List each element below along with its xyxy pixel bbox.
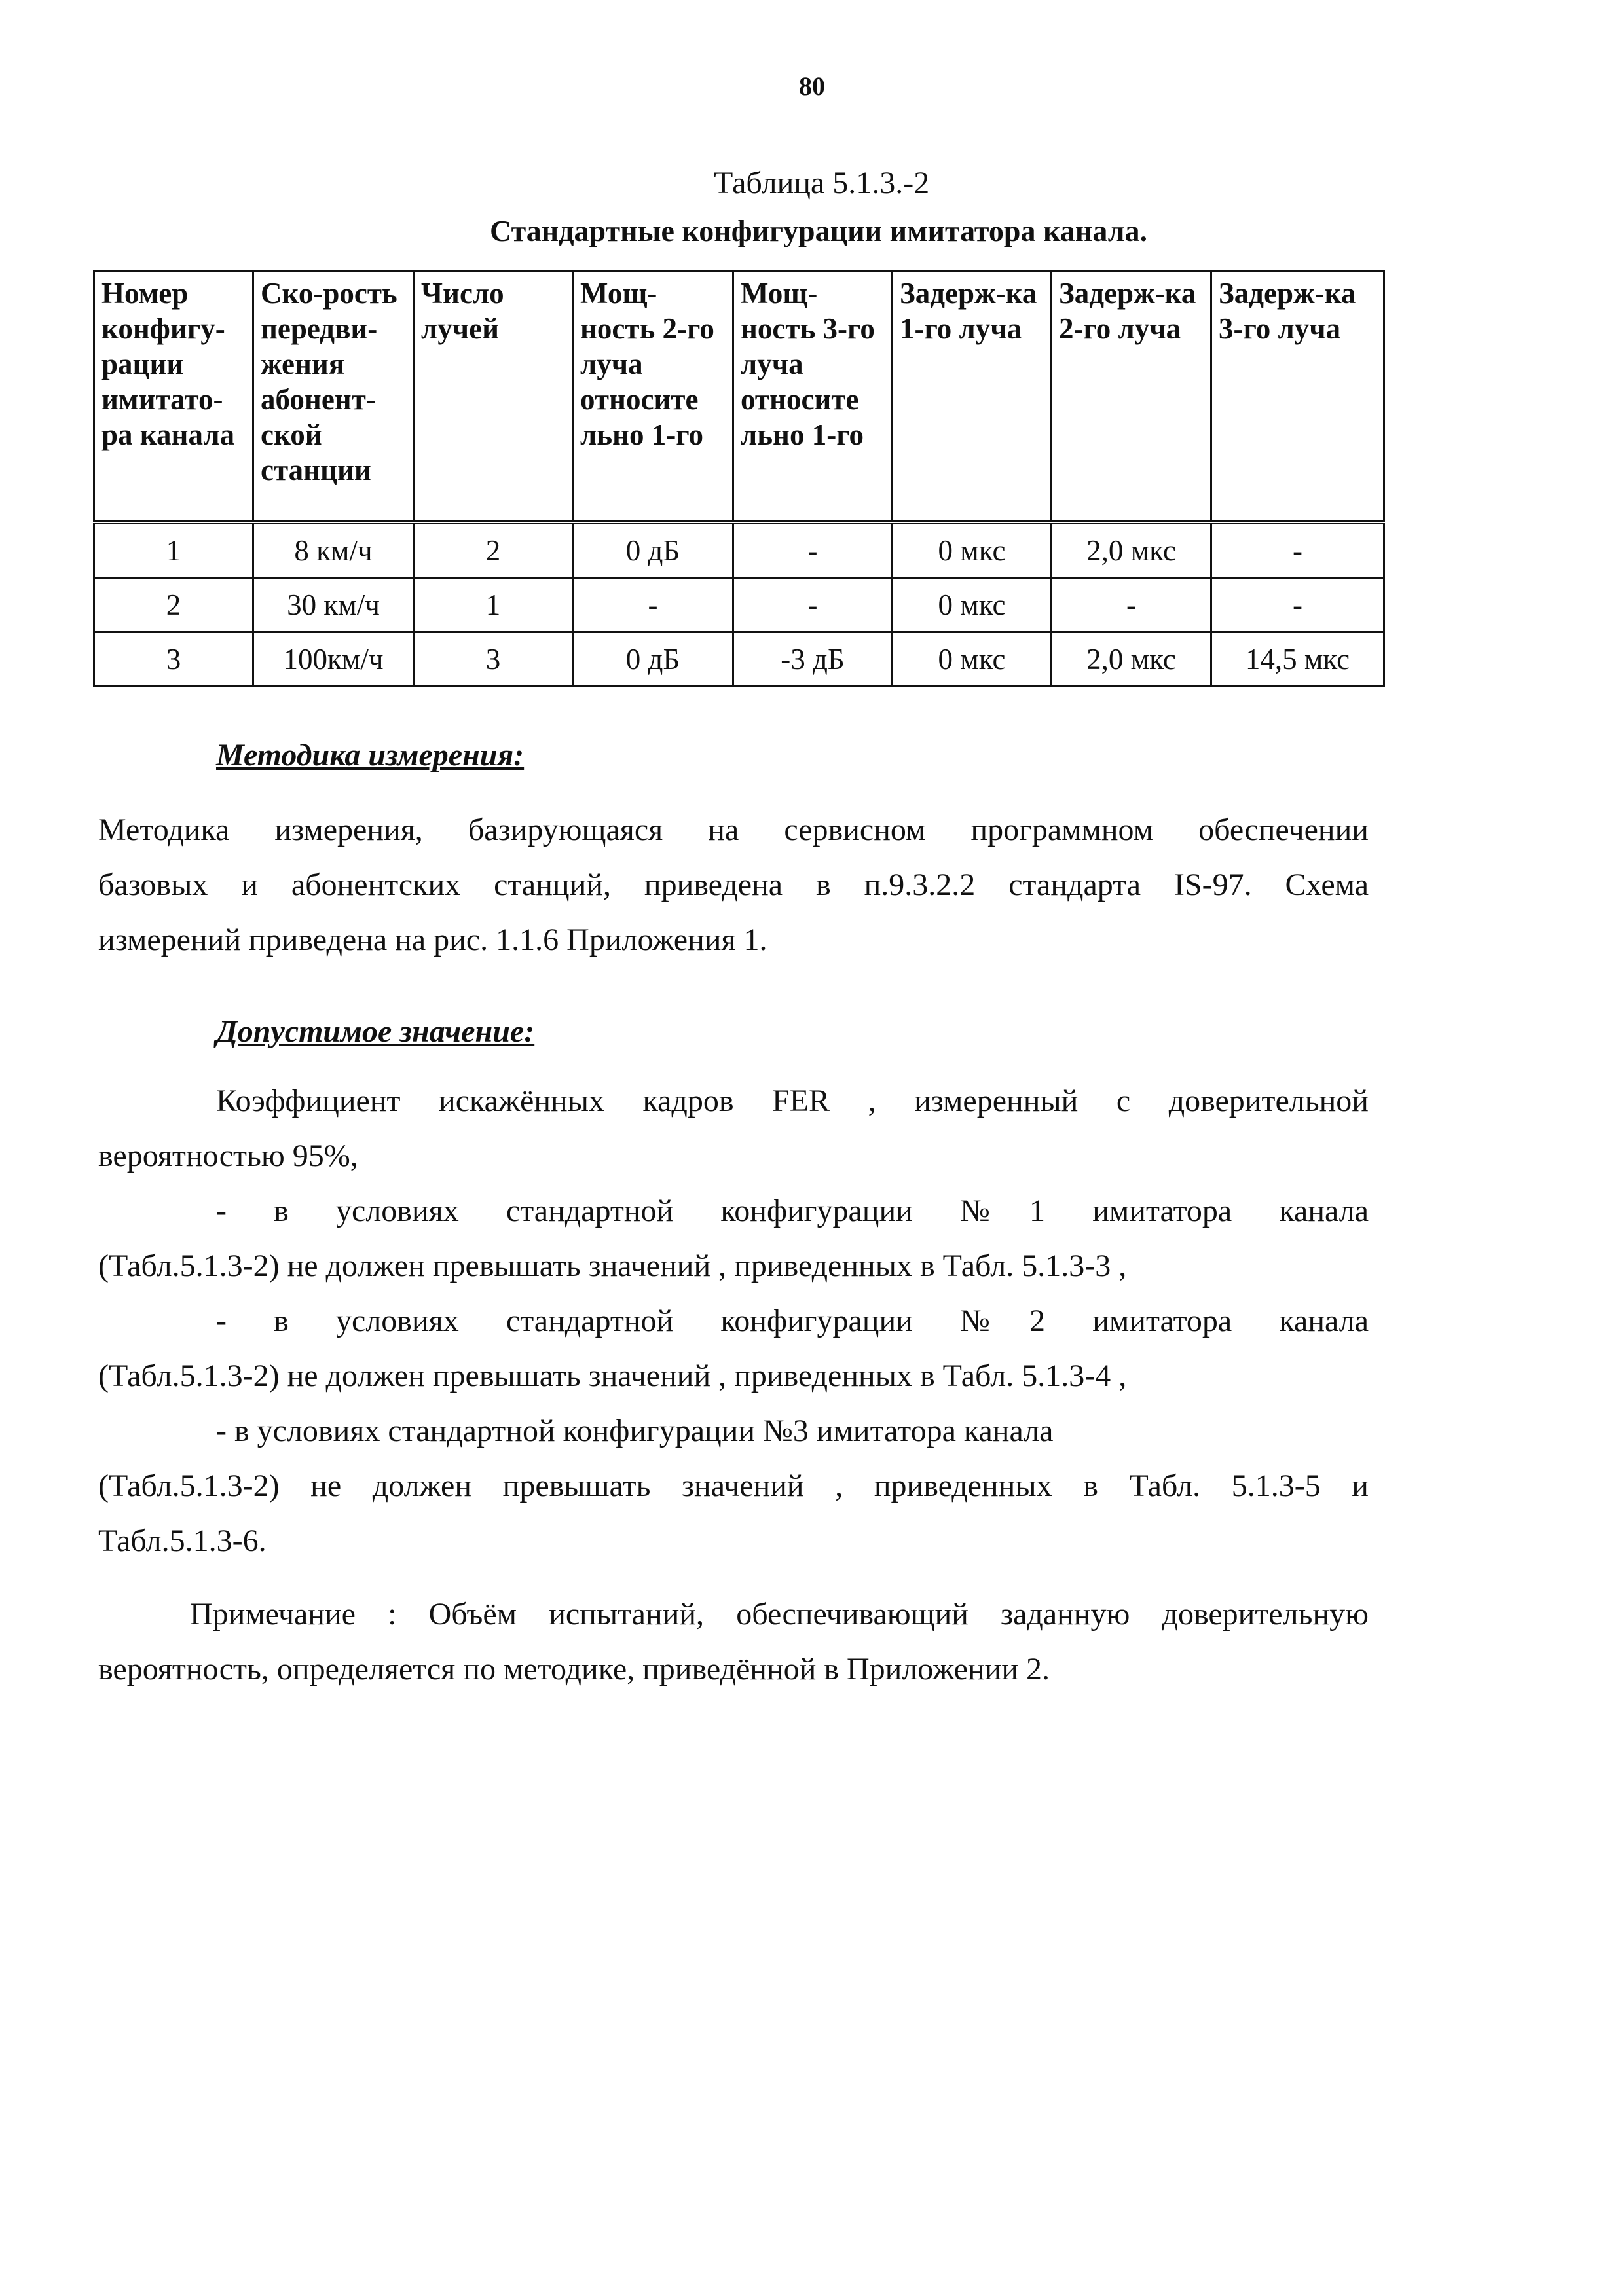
table-cell: 8 км/ч [253, 522, 414, 578]
table-header-cell: Задерж-ка 1-го луча [893, 271, 1052, 523]
table-cell: 100км/ч [253, 632, 414, 687]
table-cell: 0 мкс [893, 578, 1052, 632]
table-label: Таблица 5.1.3.-2 [714, 166, 930, 200]
method-paragraph [98, 803, 1369, 968]
text-line: - в условиях стандартной конфигурации №3 имитатора канала [216, 1413, 1054, 1448]
page-number: 80 [799, 71, 825, 101]
text-line: базовых и абонентских станций, приведена в п.9.3.2.2 стандарта IS-97. Схема [98, 867, 1369, 902]
table-cell: - [733, 578, 893, 632]
table-cell: 0 мкс [893, 632, 1052, 687]
text-line: вероятность, определяется по методике, приведённой в Приложении 2. [98, 1652, 1050, 1686]
table-cell: - [1211, 578, 1384, 632]
text-line: (Табл.5.1.3-2) не должен превышать значений , приведенных в Табл. 5.1.3-4 , [98, 1358, 1127, 1393]
table-cell: - [1211, 522, 1384, 578]
table-cell: 30 км/ч [253, 578, 414, 632]
table-cell: 14,5 мкс [1211, 632, 1384, 687]
text-line: измерений приведена на рис. 1.1.6 Приложения 1. [98, 922, 767, 957]
table-header-cell: Задерж-ка 2-го луча [1052, 271, 1211, 523]
text-line: - в условиях стандартной конфигурации №2 имитатора канала [216, 1303, 1369, 1338]
table-row [94, 522, 1384, 578]
text-line: - в условиях стандартной конфигурации №1 имитатора канала [216, 1194, 1369, 1228]
table-cell: - [573, 578, 733, 632]
table-cell: -3 дБ [733, 632, 893, 687]
note-paragraph [98, 1587, 1369, 1697]
table-cell: 2,0 мкс [1052, 632, 1211, 687]
table-header-cell: Мощ-ность 2-го луча относите льно 1-го [573, 271, 733, 523]
text-line: (Табл.5.1.3-2) не должен превышать значений , приведенных в Табл. 5.1.3-5 и [98, 1468, 1369, 1503]
table-header-cell: Мощ-ность 3-го луча относите льно 1-го [733, 271, 893, 523]
table-cell: - [733, 522, 893, 578]
table-caption: Стандартные конфигурации имитатора канала. [489, 214, 1148, 247]
table-cell: 2 [414, 522, 573, 578]
text-line: Табл.5.1.3-6. [98, 1523, 267, 1558]
table-header-row [94, 271, 1384, 523]
text-line: вероятностью 95%, [98, 1139, 358, 1173]
table-cell: 3 [94, 632, 253, 687]
text-line: Методика измерения, базирующаяся на сервисном программном обеспечении [98, 812, 1369, 847]
table-row [94, 632, 1384, 687]
table-row [94, 578, 1384, 632]
table-header-cell: Ско-рость передви-жения абонент-ской станции [253, 271, 414, 523]
table-header-cell: Число лучей [414, 271, 573, 523]
table-cell: 0 дБ [573, 632, 733, 687]
table-cell: 2 [94, 578, 253, 632]
table-cell: 1 [94, 522, 253, 578]
table-cell: - [1052, 578, 1211, 632]
allowed-heading: Допустимое значение: [216, 1014, 535, 1049]
table-cell: 0 дБ [573, 522, 733, 578]
table-header-cell: Задерж-ка 3-го луча [1211, 271, 1384, 523]
table-cell: 0 мкс [893, 522, 1052, 578]
table-cell: 2,0 мкс [1052, 522, 1211, 578]
method-heading: Методика измерения: [216, 738, 525, 773]
text-line: (Табл.5.1.3-2) не должен превышать значений , приведенных в Табл. 5.1.3-3 , [98, 1248, 1127, 1283]
config-table [93, 270, 1385, 687]
table-cell: 3 [414, 632, 573, 687]
table-cell: 1 [414, 578, 573, 632]
text-line: Примечание : Объём испытаний, обеспечивающий заданную доверительную [190, 1597, 1369, 1631]
text-line: Коэффициент искажённых кадров FER , измеренный с доверительной [216, 1084, 1369, 1118]
allowed-paragraph [98, 1074, 1369, 1569]
table-header-cell: Номер конфигу-рации имитато-ра канала [94, 271, 253, 523]
